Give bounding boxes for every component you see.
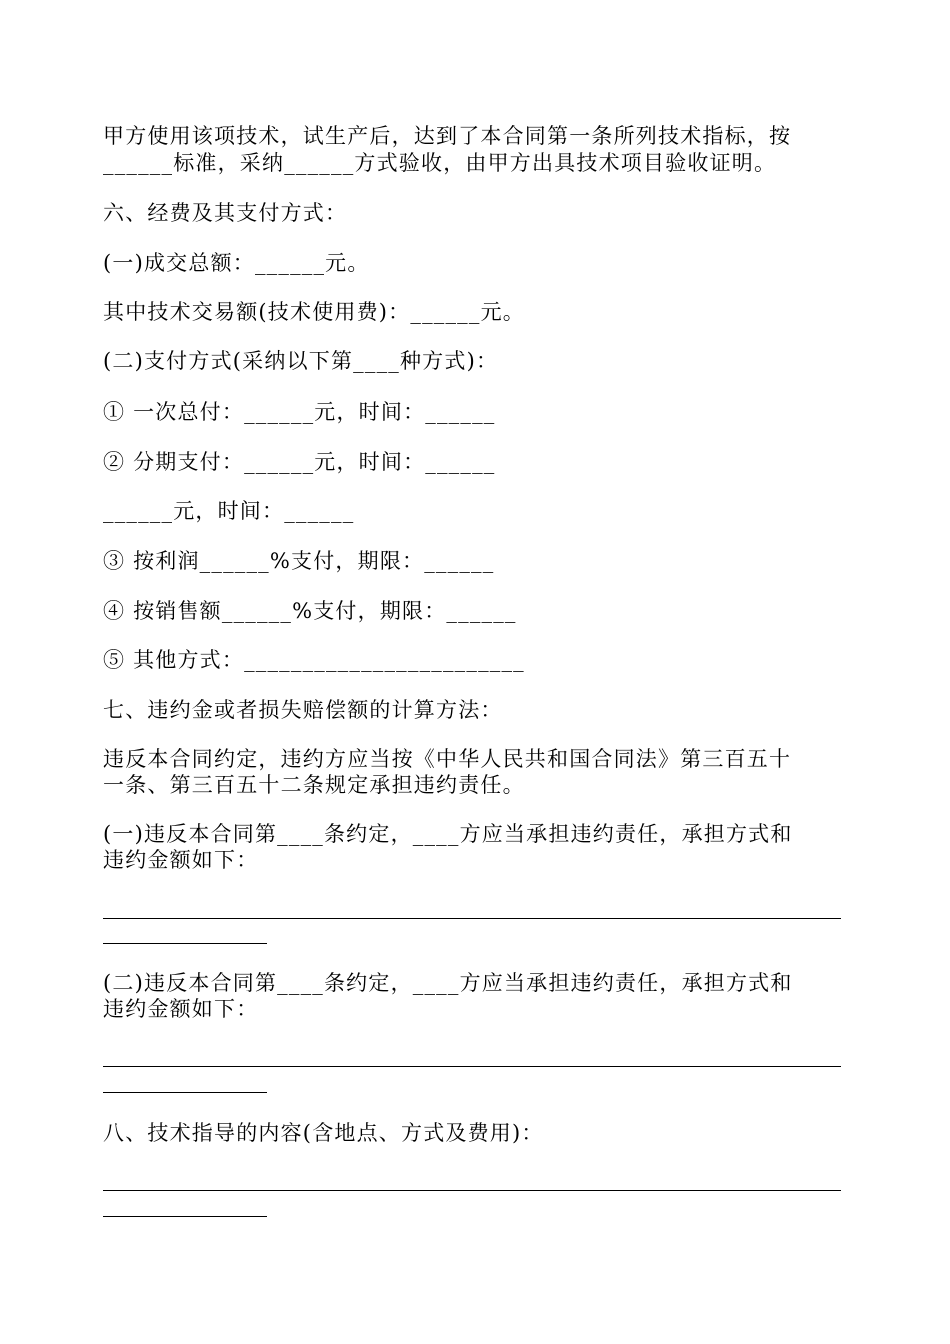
- text-line: ③ 按利润______%支付，期限：______: [103, 549, 495, 573]
- text-line: ② 分期支付：______元，时间：______: [103, 450, 496, 474]
- text-line: 违反本合同约定，违约方应当按《中华人民共和国合同法》第三百五十: [103, 747, 792, 771]
- text-line: ______标准，采纳______方式验收，由甲方出具技术项目验收证明。: [103, 151, 777, 175]
- blank-fill-line: [103, 1066, 841, 1067]
- text-line: (一)成交总额：______元。: [103, 251, 370, 275]
- text-line: ① 一次总付：______元，时间：______: [103, 400, 496, 424]
- section-heading-six: 六、经费及其支付方式：: [103, 201, 348, 225]
- text-line: 甲方使用该项技术，试生产后，达到了本合同第一条所列技术指标，按: [103, 124, 792, 148]
- text-line: 其中技术交易额(技术使用费)：______元。: [103, 300, 525, 324]
- text-line: ______元，时间：______: [103, 499, 355, 523]
- blank-fill-line: [103, 1190, 841, 1191]
- text-line: 违约金额如下：: [103, 848, 259, 872]
- section-heading-eight: 八、技术指导的内容(含地点、方式及费用)：: [103, 1121, 544, 1145]
- section-heading-seven: 七、违约金或者损失赔偿额的计算方法：: [103, 698, 503, 722]
- text-line: (二)违反本合同第____条约定，____方应当承担违约责任，承担方式和: [103, 971, 793, 995]
- blank-fill-line: [103, 1216, 267, 1217]
- blank-fill-line: [103, 1092, 267, 1093]
- text-line: 违约金额如下：: [103, 997, 259, 1021]
- text-line: (一)违反本合同第____条约定，____方应当承担违约责任，承担方式和: [103, 822, 793, 846]
- text-line: 一条、第三百五十二条规定承担违约责任。: [103, 773, 525, 797]
- blank-fill-line: [103, 918, 841, 919]
- blank-fill-line: [103, 943, 267, 944]
- text-line: (二)支付方式(采纳以下第____种方式)：: [103, 349, 499, 373]
- text-line: ④ 按销售额______%支付，期限：______: [103, 599, 517, 623]
- text-line: ⑤ 其他方式：________________________: [103, 648, 525, 672]
